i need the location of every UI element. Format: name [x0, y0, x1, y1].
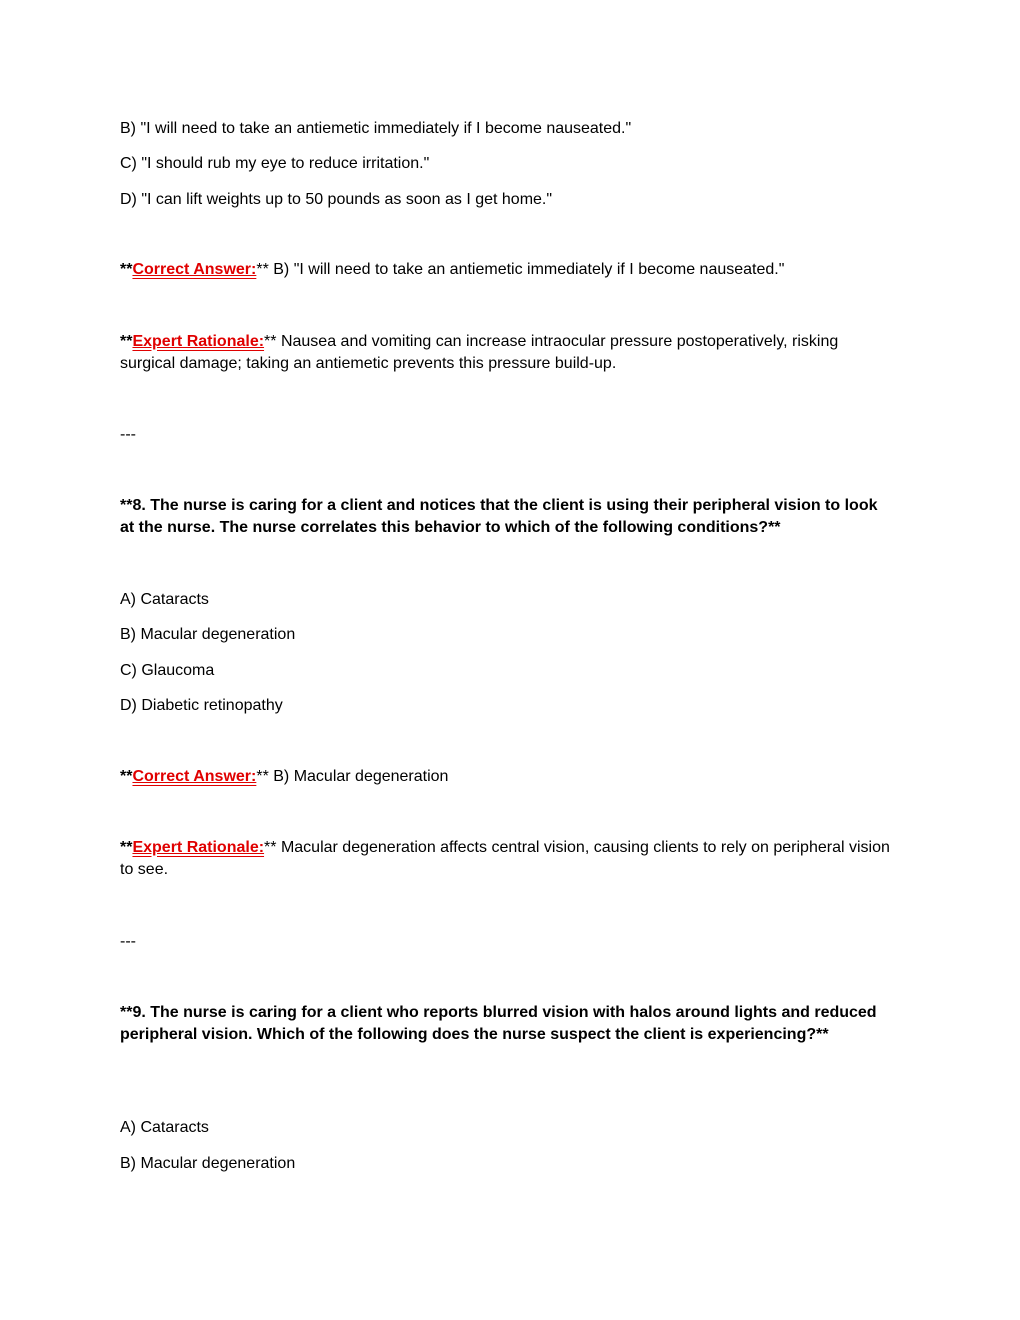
q8-correct-answer — [120, 766, 890, 788]
q7-rationale-label: Expert Rationale: — [132, 333, 265, 350]
q8-option-b: B) Macular degeneration — [120, 626, 296, 643]
q7-option-b: B) "I will need to take an antiemetic immediately if I become nauseated." — [120, 120, 632, 137]
q7-rationale-prefix: ** — [120, 333, 133, 350]
q8-answer-prefix: ** — [120, 768, 133, 785]
q7-correct-answer — [120, 259, 890, 281]
q9-question: **9. The nurse is caring for a client who reports blurred vision with halos around lights and reduced peripheral vision. Which of the following does the nurse suspect the client is experiencing?** — [120, 1004, 877, 1043]
q8-expert-rationale — [120, 837, 890, 881]
q7-option-c: C) "I should rub my eye to reduce irritation." — [120, 155, 430, 172]
q8-answer-label: Correct Answer: — [132, 768, 257, 785]
q8-answer-text: ** B) Macular degeneration — [256, 768, 449, 785]
q7-answer-label: Correct Answer: — [132, 261, 257, 278]
q7-answer-text: ** B) "I will need to take an antiemetic immediately if I become nauseated." — [256, 261, 785, 278]
q8-rationale-label: Expert Rationale: — [132, 839, 265, 856]
separator: --- — [120, 933, 136, 950]
separator: --- — [120, 426, 136, 443]
q8-question: **8. The nurse is caring for a client and notices that the client is using their peripheral vision to look at the nurse. The nurse correlates this behavior to which of the following conditions?** — [120, 497, 878, 536]
q8-option-c: C) Glaucoma — [120, 662, 215, 679]
q7-answer-prefix: ** — [120, 261, 133, 278]
q7-expert-rationale — [120, 331, 890, 375]
q8-option-d: D) Diabetic retinopathy — [120, 697, 283, 714]
q7-option-d: D) "I can lift weights up to 50 pounds as soon as I get home." — [120, 191, 553, 208]
q9-option-b: B) Macular degeneration — [120, 1155, 296, 1172]
q8-rationale-text: ** Macular degeneration affects central vision, causing clients to rely on peripheral vision to see. — [120, 839, 890, 878]
q7-rationale-text: ** Nausea and vomiting can increase intraocular pressure postoperatively, risking surgical damage; taking an antiemetic prevents this pressure build-up. — [120, 333, 839, 372]
q9-option-a: A) Cataracts — [120, 1119, 209, 1136]
q8-rationale-prefix: ** — [120, 839, 133, 856]
q8-option-a: A) Cataracts — [120, 591, 209, 608]
